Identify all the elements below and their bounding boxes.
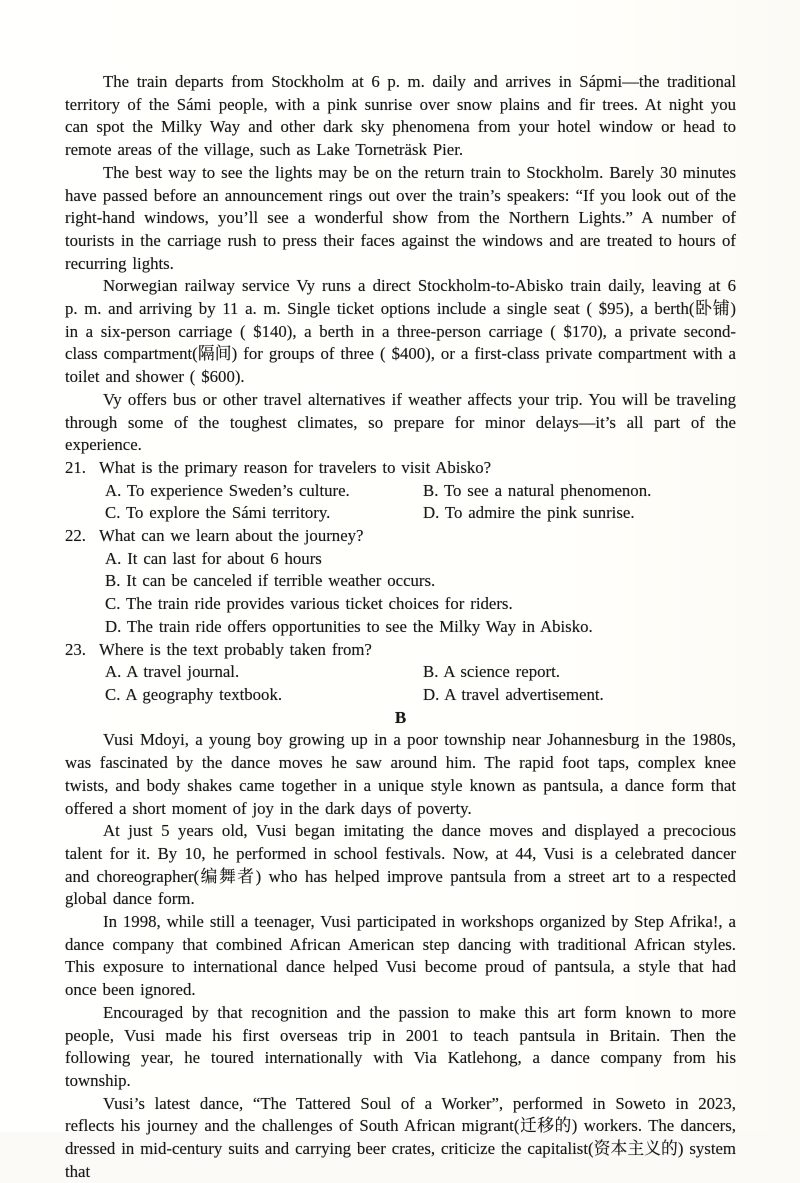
question-22-option-d: D. The train ride offers opportunities to see the Milky Way in Abisko. — [105, 616, 593, 636]
question-21-option-c: C. To explore the Sámi territory. — [105, 503, 331, 523]
question-21-option-a: A. To experience Sweden’s culture. — [105, 480, 350, 500]
question-23-option-d: D. A travel advertisement. — [423, 684, 604, 704]
question-21 — [65, 457, 736, 525]
question-22-stem — [65, 525, 736, 548]
question-23 — [65, 639, 736, 707]
question-23-option-a: A. A travel journal. — [105, 662, 240, 682]
question-22-option-c: C. The train ride provides various ticket choices for riders. — [105, 594, 513, 614]
question-21-options — [65, 480, 736, 525]
question-23-number: 23. — [65, 639, 86, 659]
section-b-header: B — [394, 707, 407, 727]
question-23-stem-text: Where is the text probably taken from? — [99, 639, 372, 659]
passage-b-paragraph-2: At just 5 years old, Vusi began imitating the dance moves and displayed a precocious talent for it. By 10, he performed in school festivals. Now, at 44, Vusi is a celebrated dancer and choreographer(编舞者) who has helped improve pantsula from a street art to a respected global dance form. — [65, 821, 736, 909]
question-22-options — [65, 548, 736, 639]
question-22-option-a: A. It can last for about 6 hours — [105, 548, 322, 568]
passage-a-paragraph-2: The best way to see the lights may be on the return train to Stockholm. Barely 30 minutes have passed before an announcement rings out over the train’s speakers: “If you look out of the right-hand windows, you’ll see a wonderful show from the Northern Lights.” A number of tourists in the carriage rush to press their faces against the windows and are treated to hours of recurring lights. — [65, 162, 736, 273]
question-21-option-b: B. To see a natural phenomenon. — [423, 480, 652, 500]
question-21-number: 21. — [65, 457, 86, 477]
question-22-option-b: B. It can be canceled if terrible weather occurs. — [105, 571, 436, 591]
question-21-stem-text: What is the primary reason for travelers to visit Abisko? — [99, 457, 492, 477]
passage-b-paragraph-3: In 1998, while still a teenager, Vusi participated in workshops organized by Step Afrika!, a dance company that combined African American step dancing with traditional African styles. This exposure to international dance helped Vusi become proud of pantsula, a style that had once been ignored. — [65, 912, 736, 1000]
question-23-option-c: C. A geography textbook. — [105, 684, 283, 704]
passage-b-paragraph-1: Vusi Mdoyi, a young boy growing up in a poor township near Johannesburg in the 1980s, was fascinated by the dance moves he saw around him. The rapid foot taps, complex knee twists, and body shakes came together in a unique style known as pantsula, a dance form that offered a short moment of joy in the dark days of poverty. — [65, 730, 736, 818]
question-22-number: 22. — [65, 526, 86, 546]
question-23-stem — [65, 639, 736, 662]
question-23-options — [65, 661, 736, 706]
passage-a-paragraph-4: Vy offers bus or other travel alternatives if weather affects your trip. You will be traveling through some of the toughest climates, so prepare for minor delays—it’s all part of the experience. — [65, 389, 736, 455]
question-21-option-d: D. To admire the pink sunrise. — [423, 503, 635, 523]
passage-b-paragraph-4: Encouraged by that recognition and the passion to make this art form known to more people, Vusi made his first overseas trip in 2001 to teach pantsula in Britain. Then the following year, he toured internationally with Via Katlehong, a dance company from his township. — [65, 1002, 736, 1090]
passage-a-paragraph-1: The train departs from Stockholm at 6 p. m. daily and arrives in Sápmi—the traditional territory of the Sámi people, with a pink sunrise over snow plains and fir trees. At night you can spot the Milky Way and other dark sky phenomena from your hotel window or head to remote areas of the village, such as Lake Torneträsk Pier. — [65, 72, 736, 160]
question-21-stem — [65, 457, 736, 480]
passage-a-paragraph-3: Norwegian railway service Vy runs a direct Stockholm-to-Abisko train daily, leaving at 6 p. m. and arriving by 11 a. m. Single ticket options include a single seat ( $95), a berth(卧铺) in a six-person carriage ( $140), a berth in a three-person carriage ( $170), a private second-class compartment(隔间) for groups of three ( $400), or a first-class private compartment with a toilet and shower ( $600). — [65, 276, 736, 387]
question-22-stem-text: What can we learn about the journey? — [99, 526, 364, 546]
question-22 — [65, 525, 736, 639]
passage-b-paragraph-5: Vusi’s latest dance, “The Tattered Soul of a Worker”, performed in Soweto in 2023, reflects his journey and the challenges of South African migrant(迁移的) workers. The dancers, dressed in mid-century suits and carrying beer crates, criticize the capitalist(资本主义的) system that — [65, 1093, 736, 1181]
question-23-option-b: B. A science report. — [423, 662, 560, 682]
